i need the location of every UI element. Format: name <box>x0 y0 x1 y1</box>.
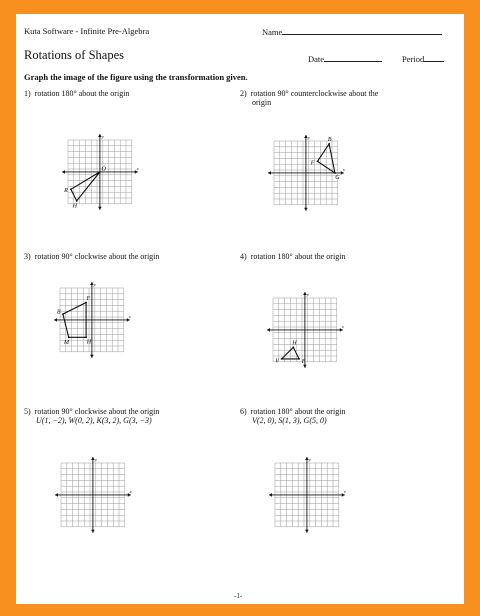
name-label: Name <box>262 27 283 37</box>
problem-5-text: 5) rotation 90° clockwise about the origin U(1, −2), W(0, 2), K(3, 2), G(3, −3) <box>24 407 160 425</box>
source-label: Kuta Software - Infinite Pre-Algebra <box>24 26 150 36</box>
problem-6-text: 6) rotation 180° about the origin V(2, 0), S(1, 3), G(5, 0) <box>240 407 346 425</box>
name-line <box>282 26 442 35</box>
y-axis-label: y <box>307 135 310 141</box>
y-axis-label: y <box>101 134 104 140</box>
date-field[interactable] <box>308 53 382 64</box>
date-label: Date <box>308 54 325 64</box>
vertex-point <box>328 143 330 145</box>
problem-2-grid <box>260 127 352 219</box>
vertex-point <box>76 200 78 202</box>
problem-2-text: 2) rotation 90° counterclockwise about the origin <box>240 89 379 107</box>
x-axis-label: x <box>342 166 345 172</box>
vertex-label: V <box>275 358 279 365</box>
x-axis-label: x <box>136 165 139 171</box>
vertex-point <box>334 172 336 174</box>
y-axis-label: y <box>94 457 97 463</box>
vertex-label: F <box>310 160 315 167</box>
page-title: Rotations of Shapes <box>24 48 124 62</box>
y-axis-label: y <box>306 292 309 298</box>
problem-5-grid <box>47 449 139 541</box>
problem-1-grid <box>54 126 146 218</box>
vertex-label: M <box>64 339 70 346</box>
vertex-point <box>68 336 70 338</box>
problem-6-grid <box>261 449 353 541</box>
instructions: Graph the image of the figure using the transformation given. <box>24 72 248 82</box>
problem-4-text: 4) rotation 180° about the origin <box>240 252 346 261</box>
x-axis-label: x <box>129 488 132 494</box>
vertex-label: F <box>301 359 306 366</box>
worksheet-page <box>16 14 464 604</box>
date-line <box>324 53 382 62</box>
x-axis-label: x <box>343 488 346 494</box>
vertex-label: H <box>292 340 297 347</box>
vertex-point <box>292 346 294 348</box>
vertex-label: F <box>86 296 91 303</box>
period-field[interactable] <box>402 53 444 64</box>
vertex-point <box>62 313 64 315</box>
problem-1-text: 1) rotation 180° about the origin <box>24 89 130 98</box>
vertex-point <box>85 336 87 338</box>
x-axis-label: x <box>341 323 344 329</box>
period-label: Period <box>402 54 425 64</box>
y-axis-label: y <box>93 282 96 288</box>
vertex-point <box>281 358 283 360</box>
vertex-point <box>317 160 319 162</box>
problem-3-grid <box>46 274 138 366</box>
vertex-point <box>70 188 72 190</box>
vertex-label: R <box>64 188 68 195</box>
page-number: -1- <box>234 592 243 600</box>
vertex-label: B <box>327 137 332 144</box>
name-field[interactable] <box>262 26 442 37</box>
problem-4-grid <box>259 284 351 376</box>
vertex-label: O <box>101 166 106 173</box>
vertex-label: H <box>72 203 77 210</box>
vertex-label: G <box>335 175 340 182</box>
period-line <box>424 53 444 62</box>
vertex-point <box>298 358 300 360</box>
x-axis-label: x <box>128 313 131 319</box>
y-axis-label: y <box>308 457 311 463</box>
vertex-label: H <box>86 339 92 346</box>
problem-3-text: 3) rotation 90° clockwise about the origin <box>24 252 160 261</box>
vertex-label: B <box>56 309 61 316</box>
